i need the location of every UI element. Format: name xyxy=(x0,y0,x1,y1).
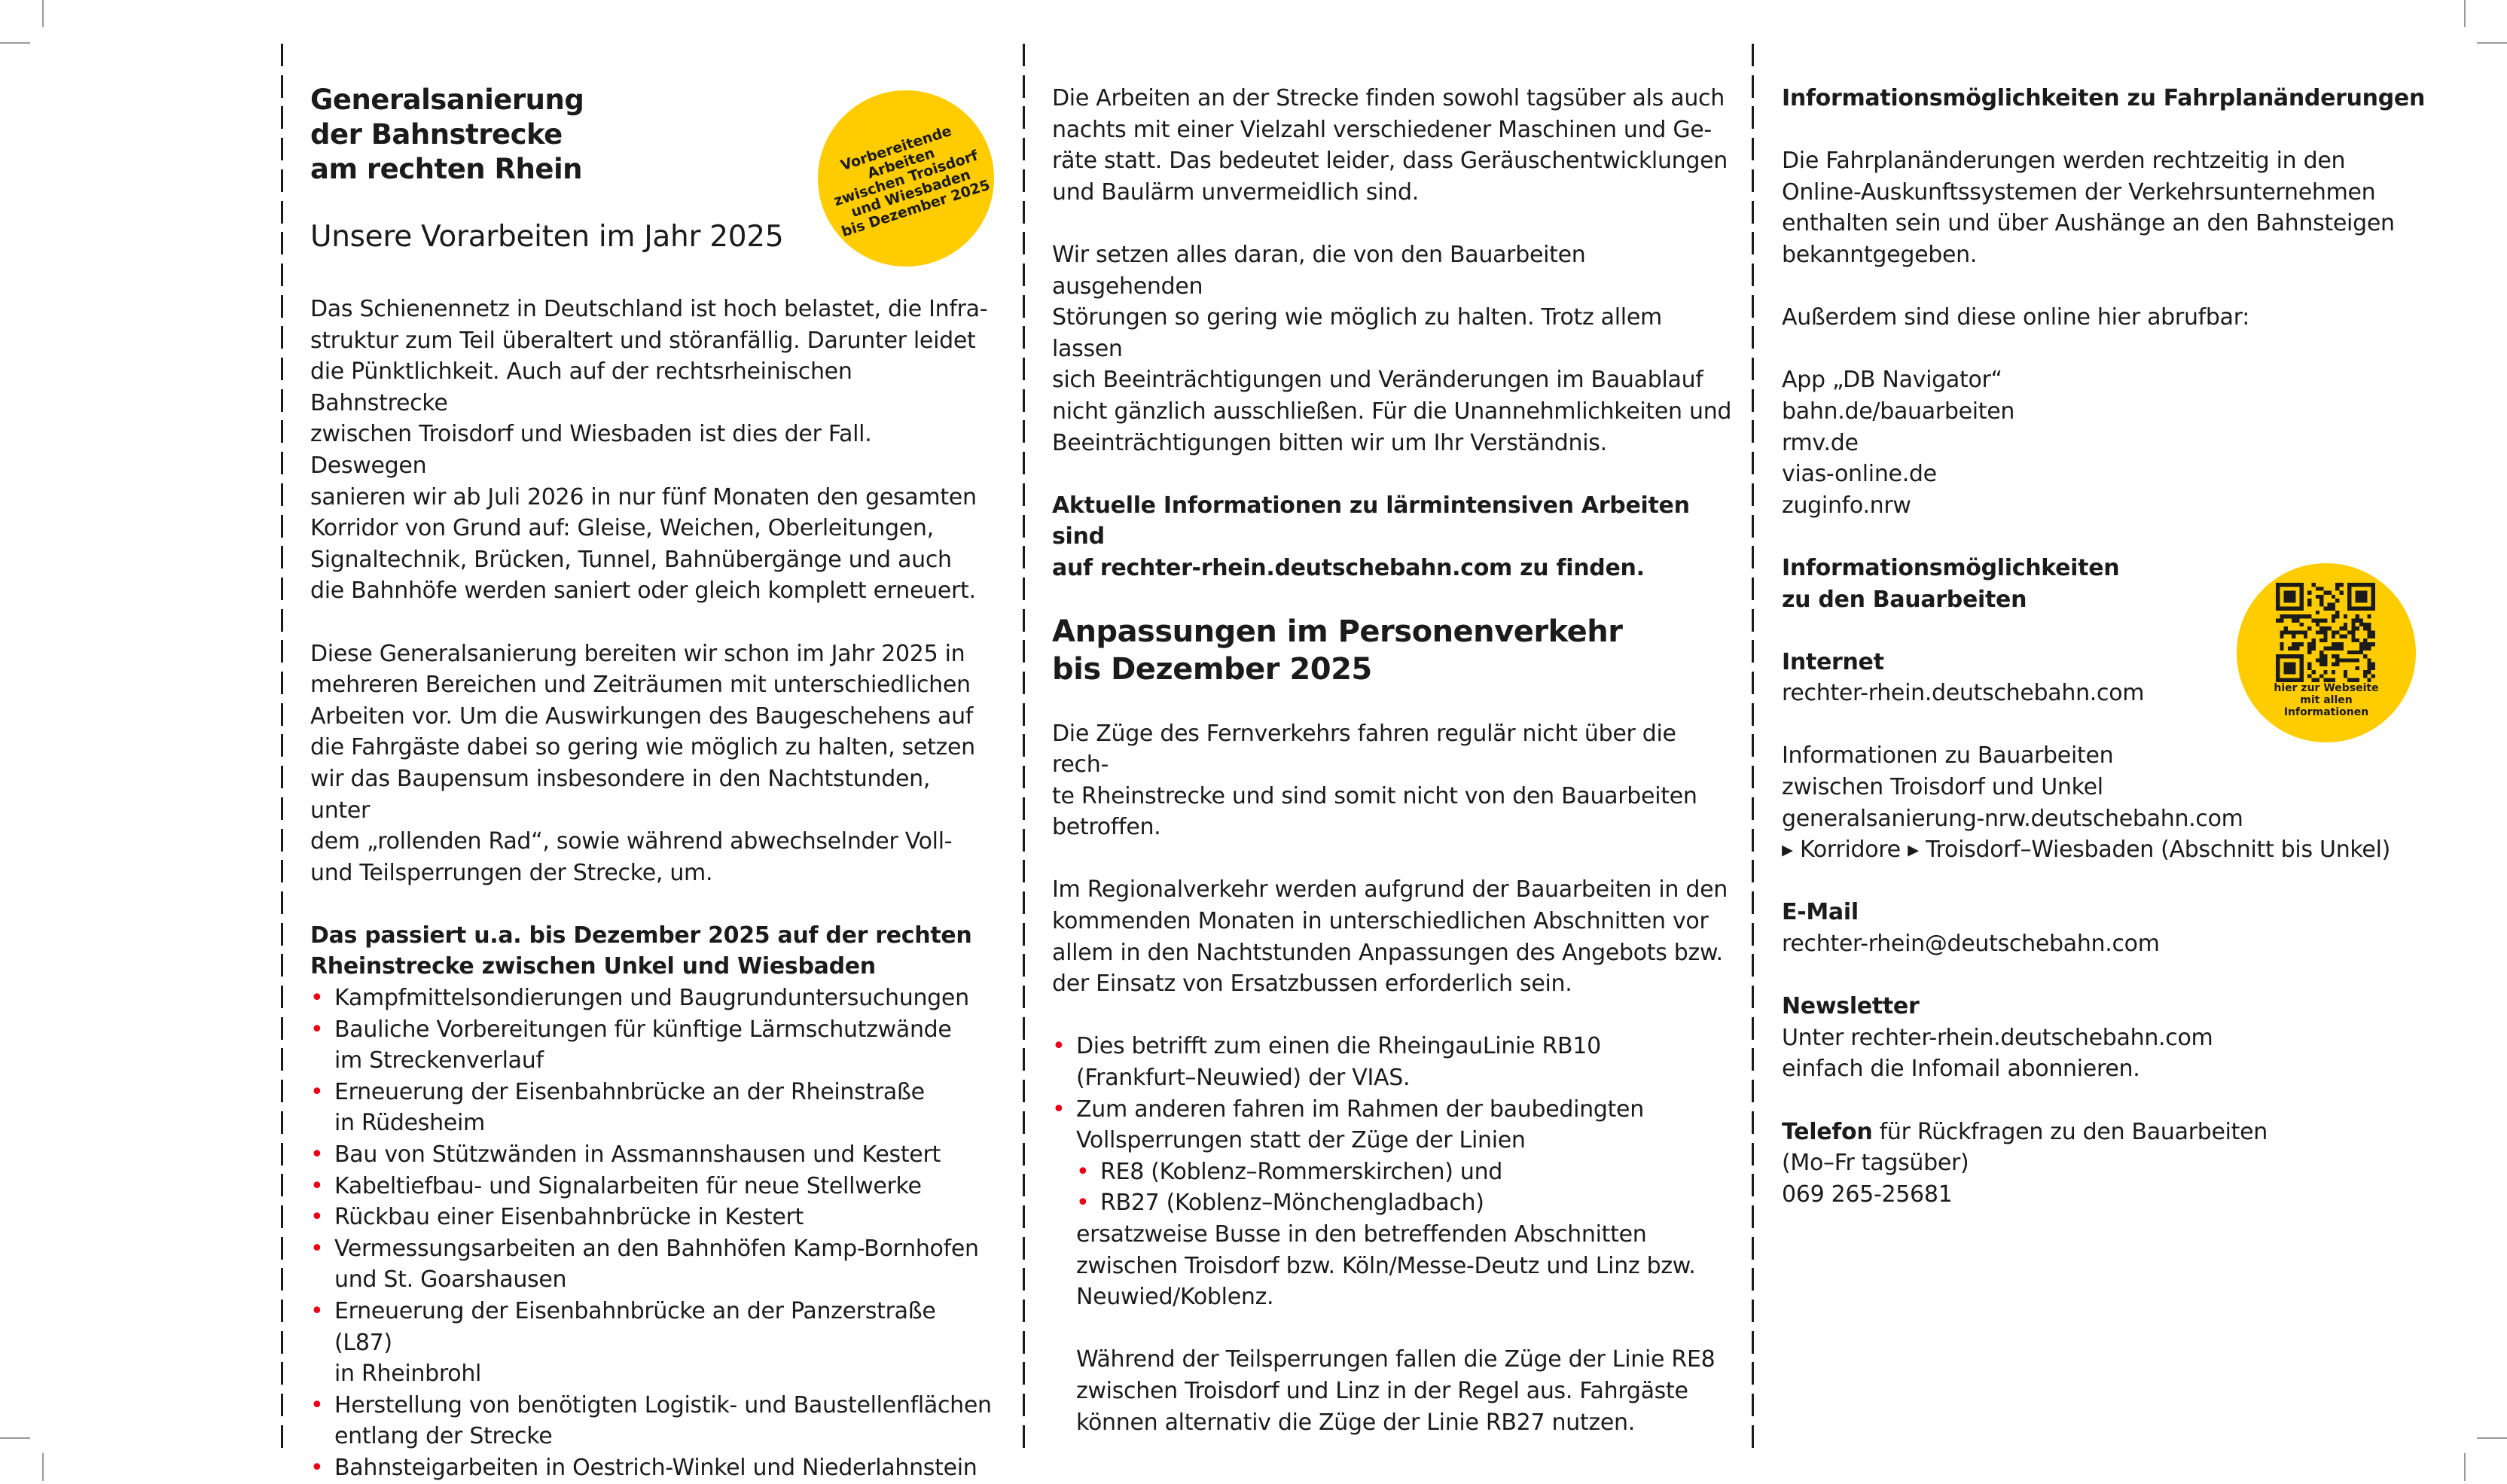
fold-tick xyxy=(1023,640,1025,663)
fold-tick xyxy=(1752,609,1754,632)
fold-tick xyxy=(1023,954,1025,977)
fold-tick xyxy=(1023,264,1025,286)
fold-tick xyxy=(1752,986,1754,1008)
fold-tick xyxy=(1023,389,1025,412)
fold-tick xyxy=(281,44,283,66)
fold-tick xyxy=(281,232,283,254)
fold-tick xyxy=(1023,923,1025,946)
fold-tick xyxy=(1752,515,1754,538)
fold-tick xyxy=(1023,201,1025,224)
fold-tick xyxy=(281,546,283,568)
fold-tick xyxy=(1752,44,1754,66)
apology-paragraph: Wir setzen alles daran, die von den Bauarbeiten ausgehenden Störungen so gering wie möglich zu halten. Trotz allem lassen sich Beeinträchtigungen und Veränderungen im Bauablauf nicht gänzlich ausschließen. Für die Unannehmlichkeiten und Beeinträchtigungen bitten wir um Ihr Verständnis. xyxy=(1052,241,1732,456)
fold-tick xyxy=(1023,515,1025,538)
crop-mark-bottom-left-v xyxy=(42,1453,44,1481)
fold-tick xyxy=(1023,1394,1025,1416)
fold-tick xyxy=(1023,672,1025,694)
fold-tick xyxy=(1752,1300,1754,1322)
works-list-heading: Das passiert u.a. bis Dezember 2025 auf der rechten Rheinstrecke zwischen Unkel und Wiesbaden xyxy=(310,922,972,980)
document-subtitle: Unsere Vorarbeiten im Jahr 2025 xyxy=(310,220,784,254)
fold-tick xyxy=(1752,106,1754,129)
fold-tick xyxy=(1752,1111,1754,1134)
fold-tick xyxy=(281,1143,283,1166)
section-heading-passenger: Anpassungen im Personenverkehr bis Dezember 2025 xyxy=(1052,614,1623,687)
internet-link[interactable]: rechter-rhein.deutschebahn.com xyxy=(1782,680,2145,707)
partial-closure-text: Während der Teilsperrungen fallen die Züge der Linie RE8 zwischen Troisdorf und Linz in der Regel aus. Fahrgäste können alternativ die Züge der Linie RB27 nutzen. xyxy=(1076,1346,1716,1436)
fold-tick xyxy=(1752,734,1754,757)
fold-tick xyxy=(1023,734,1025,757)
fold-tick xyxy=(1023,44,1025,66)
fold-tick xyxy=(1023,1331,1025,1354)
fold-tick xyxy=(1752,138,1754,160)
list-item: • Bauliche Vorbereitungen für künftige Lärmschutzwände im Streckenverlauf xyxy=(310,1014,992,1077)
qr-badge[interactable] xyxy=(2237,563,2416,742)
fold-tick xyxy=(1752,1205,1754,1228)
works-paragraph: Die Arbeiten an der Strecke finden sowohl tagsüber als auch nachts mit einer Vielzahl verschiedener Maschinen und Ge- räte statt. Das bedeutet leider, dass Geräuschentwicklungen und Baulärm unvermeidlich sind. xyxy=(1052,85,1728,206)
works-list xyxy=(310,983,992,1484)
fold-tick xyxy=(1752,891,1754,914)
fold-tick xyxy=(1023,1237,1025,1260)
fold-tick xyxy=(281,264,283,286)
email-label: E-Mail xyxy=(1782,899,1859,926)
crop-mark-top-left-h xyxy=(0,42,30,44)
fold-tick xyxy=(281,986,283,1008)
fold-tick xyxy=(281,829,283,852)
qr-code-icon[interactable] xyxy=(2276,583,2375,682)
list-item: • RE8 (Koblenz–Rommerskirchen) und xyxy=(1076,1156,1734,1188)
fold-tick xyxy=(281,954,283,977)
fold-tick xyxy=(281,106,283,129)
fold-tick xyxy=(1023,546,1025,568)
fold-tick xyxy=(1752,923,1754,946)
fold-tick xyxy=(1023,1268,1025,1291)
fold-tick xyxy=(1752,766,1754,788)
fold-tick xyxy=(1752,1017,1754,1040)
fold-tick xyxy=(281,1111,283,1134)
fold-tick xyxy=(1023,986,1025,1008)
affected-lines-sublist xyxy=(1052,1156,1734,1219)
internet-label: Internet xyxy=(1782,648,1884,675)
fold-tick xyxy=(1752,1048,1754,1071)
crop-mark-top-left-v xyxy=(42,0,44,27)
fold-tick xyxy=(1023,1048,1025,1071)
fold-tick xyxy=(281,1048,283,1071)
fold-tick xyxy=(1752,169,1754,192)
list-item: • Bau von Stützwänden in Assmannshausen und Kestert xyxy=(310,1139,992,1171)
crop-mark-bottom-right-v xyxy=(2464,1453,2466,1481)
fold-tick xyxy=(281,797,283,820)
list-item: • Herstellung von benötigten Logistik- und Baustellenflächen entlang der Strecke xyxy=(310,1390,992,1452)
fold-tick xyxy=(1752,1331,1754,1354)
fold-tick xyxy=(1023,1362,1025,1385)
fold-tick xyxy=(1752,954,1754,977)
fold-tick xyxy=(281,1205,283,1228)
fold-tick xyxy=(1023,232,1025,254)
fold-tick xyxy=(1023,703,1025,726)
fold-tick xyxy=(281,860,283,882)
phone-suffix: für Rückfragen zu den Bauarbeiten xyxy=(1872,1118,2268,1145)
fold-tick xyxy=(1752,75,1754,98)
qr-badge-text: hier zur Webseite mit allen Informationen xyxy=(2274,682,2379,718)
list-item: • RB27 (Koblenz–Mönchengladbach) xyxy=(1076,1187,1734,1219)
fold-tick xyxy=(1023,1080,1025,1102)
fold-tick xyxy=(1752,201,1754,224)
fold-tick xyxy=(281,640,283,663)
fold-tick xyxy=(1023,295,1025,318)
list-item: • Dies betrifft zum einen die RheingauLinie RB10 (Frankfurt–Neuwied) der VIAS. xyxy=(1052,1031,1734,1093)
fold-tick xyxy=(1023,452,1025,474)
construction-info-text: Informationen zu Bauarbeiten zwischen Troisdorf und Unkel generalsanierung-nrw.deutschebahn.com ▸ Korridore ▸ Troisdorf–Wiesbaden (Abschnitt bis Unkel) xyxy=(1782,742,2391,864)
fold-tick xyxy=(1752,1174,1754,1196)
online-sources: App „DB Navigator“ bahn.de/bauarbeiten rmv.de vias-online.de zuginfo.nrw xyxy=(1782,367,2015,519)
fold-tick xyxy=(1023,860,1025,882)
phone-line xyxy=(1782,1117,2460,1148)
fold-tick xyxy=(1752,1143,1754,1166)
regional-paragraph: Im Regionalverkehr werden aufgrund der Bauarbeiten in den kommenden Monaten in unterschiedlichen Abschnitten vor allem in den Nachtstunden Anpassungen des Angebots bzw. der Einsatz von Ersatzbussen erforderlich sein. xyxy=(1052,876,1728,998)
fold-tick xyxy=(1023,1017,1025,1040)
fold-tick xyxy=(281,734,283,757)
fold-tick xyxy=(1023,1111,1025,1134)
fold-tick xyxy=(281,358,283,380)
intro-paragraph: Das Schienennetz in Deutschland ist hoch belastet, die Infra- struktur zum Teil überaltert und störanfällig. Darunter leidet die Pünktlichkeit. Auch auf der rechtsrheinischen Bahnstrecke zwischen Troisdorf und Wiesbaden ist dies der Fall. Deswegen sanieren wir ab Juli 2026 in nur fünf Monaten den gesamten Korridor von Grund auf: Gleise, Weichen, Oberleitungen, Signaltechnik, Brücken, Tunnel, Bahnübergänge und auch die Bahnhöfe werden saniert oder gleich komplett erneuert. xyxy=(310,296,988,605)
fold-tick xyxy=(1023,577,1025,600)
fold-tick xyxy=(1752,1268,1754,1291)
fold-tick xyxy=(281,577,283,600)
fold-tick xyxy=(281,75,283,98)
fold-tick xyxy=(281,295,283,318)
fold-tick xyxy=(1752,1394,1754,1416)
fold-tick xyxy=(281,1174,283,1196)
fold-tick xyxy=(1752,452,1754,474)
fold-tick xyxy=(281,1017,283,1040)
construction-info-heading: Informationsmöglichkeiten zu den Bauarbeiten xyxy=(1782,554,2120,613)
fold-tick xyxy=(281,483,283,506)
list-item: • Kampfmittelsondierungen und Baugrunduntersuchungen xyxy=(310,983,992,1014)
fold-tick xyxy=(1752,358,1754,380)
fold-tick xyxy=(1023,358,1025,380)
fold-tick xyxy=(1023,138,1025,160)
phone-label: Telefon xyxy=(1782,1118,1873,1145)
fold-tick xyxy=(1752,295,1754,318)
column-2 xyxy=(1052,83,1734,1438)
fold-tick xyxy=(1752,389,1754,412)
fold-tick xyxy=(281,420,283,443)
fold-tick xyxy=(1752,420,1754,443)
list-item: • Erneuerung der Eisenbahnbrücke an der Rheinstraße in Rüdesheim xyxy=(310,1077,992,1139)
fold-tick xyxy=(281,1362,283,1385)
timetable-info-heading: Informationsmöglichkeiten zu Fahrplanänderungen xyxy=(1782,85,2426,111)
crop-mark-bottom-right-h xyxy=(2477,1437,2507,1439)
crop-mark-top-right-v xyxy=(2464,0,2466,27)
badge-text: Vorbereitende Arbeiten zwischen Troisdorf und Wiesbaden bis Dezember 2025 xyxy=(831,122,993,240)
fold-tick xyxy=(1023,829,1025,852)
fold-tick xyxy=(281,1331,283,1354)
newsletter-text: Unter rechter-rhein.deutschebahn.com einfach die Infomail abonnieren. xyxy=(1782,1024,2213,1083)
list-item: • Vermessungsarbeiten an den Bahnhöfen Kamp-Bornhofen und St. Goarshausen xyxy=(310,1233,992,1296)
fold-tick xyxy=(1752,703,1754,726)
phone-value: (Mo–Fr tagsüber) 069 265-25681 xyxy=(1782,1150,1969,1208)
column-1 xyxy=(310,83,992,1484)
fold-tick xyxy=(281,703,283,726)
fold-tick xyxy=(1752,483,1754,506)
online-intro: Außerdem sind diese online hier abrufbar: xyxy=(1782,304,2250,331)
replacement-bus-text: ersatzweise Busse in den betreffenden Abschnitten zwischen Troisdorf bzw. Köln/Messe-Deutz und Linz bzw. Neuwied/Koblenz. xyxy=(1076,1221,1696,1311)
fold-tick xyxy=(1752,829,1754,852)
fold-tick xyxy=(281,138,283,160)
fold-tick xyxy=(1752,264,1754,286)
fold-tick xyxy=(281,1268,283,1291)
fold-tick xyxy=(1752,326,1754,349)
fold-tick xyxy=(281,1237,283,1260)
fold-tick xyxy=(1752,546,1754,568)
crop-mark-top-right-h xyxy=(2477,42,2507,44)
noise-info-note: Aktuelle Informationen zu lärmintensiven Arbeiten sind auf rechter-rhein.deutschebahn.com zu finden. xyxy=(1052,492,1690,581)
fold-tick xyxy=(1752,232,1754,254)
fold-tick xyxy=(281,201,283,224)
info-badge xyxy=(818,90,994,267)
long-distance-paragraph: Die Züge des Fernverkehrs fahren regulär nicht über die rech- te Rheinstrecke und sind somit nicht von den Bauarbeiten betroffen. xyxy=(1052,720,1697,841)
fold-tick xyxy=(1023,75,1025,98)
fold-tick xyxy=(1023,106,1025,129)
newsletter-label: Newsletter xyxy=(1782,993,1920,1020)
list-item: • Erneuerung der Eisenbahnbrücke an der Panzerstraße (L87) in Rheinbrohl xyxy=(310,1296,992,1390)
list-item: • Bahnsteigarbeiten in Oestrich-Winkel und Niederlahnstein xyxy=(310,1452,992,1484)
list-item: • Zum anderen fahren im Rahmen der baubedingten Vollsperrungen statt der Züge der Linien xyxy=(1052,1094,1734,1156)
fold-tick xyxy=(1023,891,1025,914)
fold-tick xyxy=(281,609,283,632)
email-link[interactable]: rechter-rhein@deutschebahn.com xyxy=(1782,931,2160,958)
fold-tick xyxy=(281,1394,283,1416)
fold-tick xyxy=(281,452,283,474)
timetable-paragraph: Die Fahrplanänderungen werden rechtzeitig in den Online-Auskunftssystemen der Verkehrsunternehmen enthalten sein und über Aushänge an den Bahnsteigen bekanntgegeben. xyxy=(1782,148,2395,268)
fold-tick xyxy=(1023,483,1025,506)
document-title: Generalsanierung der Bahnstrecke am rechten Rhein xyxy=(310,84,584,185)
fold-tick xyxy=(1023,609,1025,632)
fold-tick xyxy=(1023,1300,1025,1322)
list-item: • Rückbau einer Eisenbahnbrücke in Kestert xyxy=(310,1202,992,1233)
preparation-paragraph: Diese Generalsanierung bereiten wir schon im Jahr 2025 in mehreren Bereichen und Zeiträumen mit unterschiedlichen Arbeiten vor. Um die Auswirkungen des Baugeschehens auf die Fahrgäste dabei so gering wie möglich zu halten, setzen wir das Baupensum insbesondere in den Nachtstunden, unter dem „rollenden Rad“, sowie während abwechselnder Voll- und Teilsperrungen der Strecke, um. xyxy=(310,640,975,886)
fold-tick xyxy=(1752,1080,1754,1102)
fold-tick xyxy=(281,1425,283,1448)
fold-tick xyxy=(1023,766,1025,788)
fold-tick xyxy=(281,766,283,788)
fold-tick xyxy=(281,515,283,538)
fold-tick xyxy=(1752,1362,1754,1385)
crop-mark-bottom-left-h xyxy=(0,1437,30,1439)
fold-tick xyxy=(1023,169,1025,192)
fold-tick xyxy=(281,891,283,914)
fold-tick xyxy=(1752,1425,1754,1448)
fold-tick xyxy=(1023,1143,1025,1166)
fold-tick xyxy=(281,1300,283,1322)
affected-lines-list xyxy=(1052,1031,1734,1156)
list-item: • Kabeltiefbau- und Signalarbeiten für neue Stellwerke xyxy=(310,1171,992,1202)
fold-tick xyxy=(1023,797,1025,820)
fold-tick xyxy=(1752,797,1754,820)
fold-tick xyxy=(281,169,283,192)
fold-tick xyxy=(1023,1425,1025,1448)
fold-tick xyxy=(1752,860,1754,882)
fold-tick xyxy=(1023,1205,1025,1228)
fold-tick xyxy=(1023,1174,1025,1196)
fold-tick xyxy=(281,923,283,946)
fold-tick xyxy=(281,389,283,412)
fold-tick xyxy=(1752,577,1754,600)
fold-tick xyxy=(281,326,283,349)
fold-tick xyxy=(1752,1237,1754,1260)
fold-tick xyxy=(1752,640,1754,663)
fold-tick xyxy=(1023,326,1025,349)
fold-tick xyxy=(1023,420,1025,443)
fold-tick xyxy=(281,672,283,694)
fold-tick xyxy=(1752,672,1754,694)
fold-tick xyxy=(281,1080,283,1102)
